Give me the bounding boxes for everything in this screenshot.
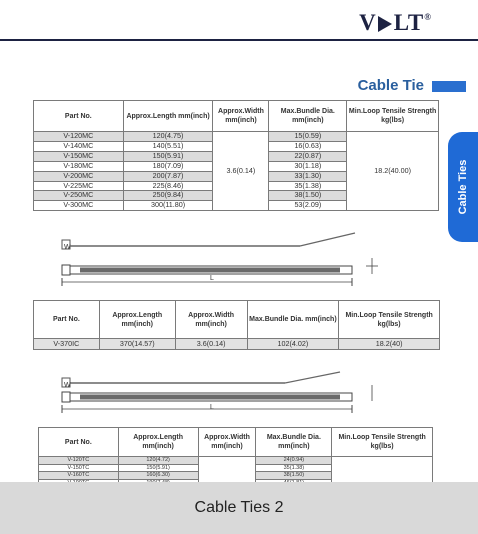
table-row: V-160TC 160(6.30) 38(1.50) (39, 472, 433, 480)
table-header-row: Part No. Approx.Length mm(inch) Approx.Width mm(inch) Max.Bundle Dia. mm(inch) Min.Loop Tensile Strength kg(lbs) (34, 301, 440, 339)
header-strength: Min.Loop Tensile Strength kg(lbs) (347, 101, 439, 132)
spec-table-tc (38, 427, 433, 487)
table-row: V-370IC 370(14.57) 3.6(0.14) 102(4.02) 18.2(40) (34, 339, 440, 350)
length-label: L (210, 275, 214, 282)
table-row: V-120MC 120(4.75) 3.6(0.14) 15(0.59) 18.2(40.00) (34, 132, 439, 142)
side-tab-cable-ties[interactable] (448, 132, 478, 242)
table-row: V-150TC 150(5.91) 35(1.38) (39, 464, 433, 472)
width-merged-cell: 3.6(0.14) (213, 132, 269, 211)
table-row: V-120TC 120(4.72) 24(0.94) (39, 457, 433, 465)
length-label-2: L (210, 404, 214, 411)
width-label-2: W (64, 382, 71, 389)
logo-arrow-icon (378, 16, 392, 32)
table-row: V-300MC 300(11.80) 53(2.09) (34, 201, 439, 211)
table-row: V-225MC 225(8.46) 35(1.38) (34, 181, 439, 191)
header-width: Approx.Width mm(inch) (213, 101, 269, 132)
volt-logo: V LT® (359, 10, 432, 35)
spec-table-ic (33, 300, 440, 350)
section-title: Cable Tie (357, 77, 424, 94)
cable-tie-diagram-2 (0, 370, 478, 420)
section-title-bar (432, 81, 466, 92)
table-row: V-180MC 180(7.09) 30(1.18) (34, 161, 439, 171)
header-length: Approx.Length mm(inch) (123, 101, 213, 132)
table-header-row: Part No. Approx.Length mm(inch) Approx.Width mm(inch) Max.Bundle Dia. mm(inch) Min.Loop Tensile Strength kg(lbs) (39, 428, 433, 457)
table-row: V-250MC 250(9.84) 38(1.50) (34, 191, 439, 201)
strength-merged-cell: 18.2(40.00) (347, 132, 439, 211)
image-caption: Cable Ties 2 (0, 482, 478, 534)
cable-tie-diagram (0, 228, 478, 288)
header-part-no: Part No. (34, 101, 124, 132)
table-row: V-200MC 200(7.87) 33(1.30) (34, 171, 439, 181)
header-rule (0, 39, 478, 41)
side-tab-label: Cable Ties (457, 159, 469, 215)
width-label: W (64, 244, 71, 251)
spec-table-mc (33, 100, 439, 211)
table-row: V-150MC 150(5.91) 22(0.87) (34, 151, 439, 161)
table-row: V-140MC 140(5.51) 16(0.63) (34, 141, 439, 151)
table-header-row (34, 101, 439, 132)
header-bundle: Max.Bundle Dia. mm(inch) (269, 101, 347, 132)
